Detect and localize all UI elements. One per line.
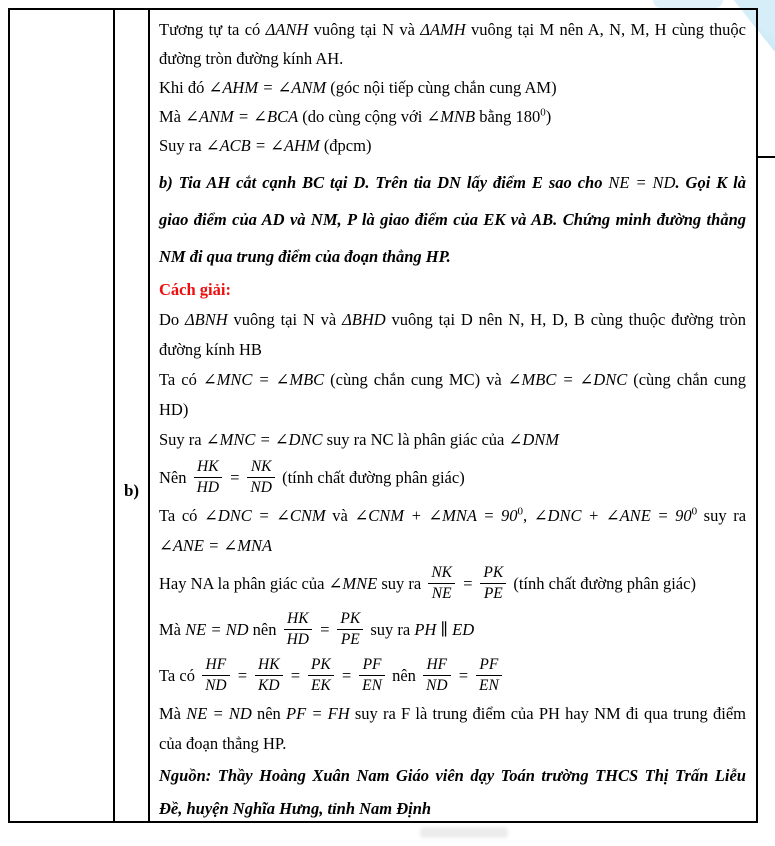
fraction-denominator: EN — [478, 676, 499, 694]
fraction-denominator: KD — [258, 676, 280, 694]
fraction — [194, 458, 222, 496]
content-row-b — [150, 160, 756, 821]
math-expression: ∠CNM + ∠MNA = 90 — [354, 506, 518, 525]
text-line — [159, 455, 746, 501]
math-expression: = — [336, 666, 357, 685]
left-empty-cell — [10, 10, 115, 821]
text-run: vuông tại N và — [308, 20, 421, 39]
text-run: nên — [387, 666, 421, 685]
fraction-denominator: EK — [310, 676, 331, 694]
content-row-a — [150, 10, 756, 160]
fraction-numerator: HK — [255, 656, 283, 675]
math-expression: = — [453, 666, 473, 685]
fraction-numerator: HK — [194, 458, 222, 477]
text-run: Ta có — [159, 666, 200, 685]
label-cell-row-b — [115, 160, 150, 821]
math-expression: ∠DNC + ∠ANE = 90 — [533, 506, 692, 525]
fraction-denominator: HD — [286, 630, 309, 648]
math-expression: ∠MNC = ∠MBC — [202, 370, 325, 389]
fraction — [202, 656, 230, 694]
text-line — [159, 561, 746, 607]
math-expression: = — [314, 620, 335, 639]
text-line — [159, 275, 746, 305]
text-line — [159, 73, 746, 102]
fraction — [423, 656, 451, 694]
math-expression: ∠DNM — [508, 430, 559, 449]
text-run: Nguồn: Thầy Hoàng Xuân Nam Giáo viên dạy Toán trường THCS Thị Trấn Liễu — [159, 766, 746, 785]
text-line — [159, 164, 746, 201]
text-line — [159, 501, 746, 531]
math-expression: ΔAMH — [420, 20, 466, 39]
text-run: Ta có — [159, 370, 203, 389]
label-cell-row-a — [115, 10, 150, 160]
math-expression: = — [232, 666, 253, 685]
math-expression: ∠AHM = ∠ANM — [208, 78, 327, 97]
text-run: vuông tại N và — [227, 310, 343, 329]
fraction — [359, 656, 385, 694]
text-line — [159, 699, 746, 729]
text-run: ) — [545, 107, 552, 126]
math-expression: ΔBNH — [185, 310, 228, 329]
fraction-numerator: HK — [284, 610, 312, 629]
text-run: suy ra NC là phân giác của — [322, 430, 509, 449]
fraction — [480, 564, 506, 602]
fraction-numerator: PF — [359, 656, 385, 675]
text-run: vuông tại M nên A, N, M, H cùng thuộc — [465, 20, 746, 39]
math-expression: ∠DNC = ∠CNM — [204, 506, 326, 525]
text-line — [159, 15, 746, 44]
text-line — [159, 759, 746, 792]
text-run: Cách giải: — [159, 280, 231, 299]
text-run: vuông tại D nên N, H, D, B cùng thuộc đường tròn — [385, 310, 746, 329]
corner-watermark-small — [653, 0, 723, 8]
superscript-degree: 0 — [691, 505, 698, 518]
text-run: và — [325, 506, 355, 525]
scan-smudge — [420, 827, 508, 838]
fraction — [476, 656, 502, 694]
superscript-degree: 0 — [517, 505, 523, 518]
fraction-numerator: NK — [247, 458, 275, 477]
fraction-denominator: ND — [426, 676, 448, 694]
math-expression: ∠MNB — [426, 107, 476, 126]
text-run: Mà — [159, 704, 187, 723]
fraction-numerator: PK — [308, 656, 334, 675]
text-run: Mà — [159, 107, 186, 126]
math-expression: ∠ACB = ∠AHM — [205, 136, 320, 155]
text-run: Mà — [159, 620, 186, 639]
text-run: Khi đó — [159, 78, 209, 97]
fraction-numerator: PK — [480, 564, 506, 583]
text-run: đường kính HB — [159, 340, 262, 359]
text-run: b) Tia AH cắt cạnh BC tại D. Trên tia DN lấy điểm E sao cho — [159, 173, 609, 192]
text-run: NM đi qua trung điểm của đoạn thẳng HP. — [159, 247, 451, 266]
text-line — [159, 44, 746, 73]
text-line — [159, 792, 746, 821]
fraction — [255, 656, 283, 694]
fraction-numerator: HF — [202, 656, 230, 675]
part-b-label: b) — [123, 480, 140, 500]
math-expression: ∠MNC = ∠DNC — [205, 430, 323, 449]
math-expression: PF = FH — [285, 704, 350, 723]
text-run: . Gọi K là — [675, 173, 747, 192]
text-line — [159, 305, 746, 335]
text-run: (cùng chắn cung — [627, 370, 746, 389]
text-run: Suy ra — [159, 136, 206, 155]
text-line — [159, 102, 746, 131]
fraction-denominator: PE — [340, 630, 360, 648]
text-run: Nên — [159, 468, 191, 487]
text-run: Hay NA la phân giác của — [159, 574, 329, 593]
fraction — [247, 458, 275, 496]
fraction — [284, 610, 312, 648]
text-line — [159, 729, 746, 759]
fraction-numerator: NK — [428, 564, 455, 583]
math-expression: ΔBHD — [342, 310, 386, 329]
text-run: (do cùng cộng với — [298, 107, 427, 126]
text-line — [159, 201, 746, 238]
fraction-numerator: PK — [337, 610, 363, 629]
text-run: Đề, huyện Nghĩa Hưng, tỉnh Nam Định — [159, 799, 432, 818]
text-run: , — [523, 506, 534, 525]
math-expression: = — [285, 666, 305, 685]
math-expression: NE = ND — [185, 620, 249, 639]
math-expression: ΔANH — [265, 20, 309, 39]
math-expression: ∠ANE = ∠MNA — [159, 536, 273, 555]
text-run: Suy ra — [159, 430, 206, 449]
text-run: suy ra — [697, 506, 747, 525]
fraction-denominator: ND — [205, 676, 227, 694]
text-line — [159, 131, 746, 160]
fraction-denominator: HD — [196, 478, 220, 496]
text-line — [159, 607, 746, 653]
text-run: suy ra F là trung điểm của PH hay NM đi qua trung điểm — [349, 704, 746, 723]
text-run: của đoạn thẳng HP. — [159, 734, 287, 753]
fraction — [428, 564, 455, 602]
text-run: (cùng chắn cung MC) và — [324, 370, 508, 389]
fraction-numerator: PF — [476, 656, 502, 675]
row-divider-stub — [756, 156, 775, 158]
text-run: nên — [251, 704, 286, 723]
text-run: (tính chất đường phân giác) — [509, 574, 696, 593]
math-expression: = — [225, 468, 245, 487]
text-line — [159, 653, 746, 699]
text-line — [159, 531, 746, 561]
text-line — [159, 335, 746, 365]
text-run: bằng 180 — [475, 107, 541, 126]
math-expression: PH ∥ ED — [414, 620, 475, 639]
solution-table — [8, 8, 758, 823]
text-run: suy ra — [366, 620, 415, 639]
text-run: Do — [159, 310, 185, 329]
text-run: đường tròn đường kính AH. — [159, 49, 344, 68]
text-line — [159, 365, 746, 395]
text-line — [159, 425, 746, 455]
text-run: (đpcm) — [319, 136, 372, 155]
text-line — [159, 395, 746, 425]
text-run: Ta có — [159, 506, 205, 525]
fraction — [308, 656, 334, 694]
superscript-degree: 0 — [540, 106, 546, 119]
fraction-denominator: PE — [483, 584, 503, 602]
fraction-denominator: ND — [250, 478, 272, 496]
text-run: Tương tự ta có — [159, 20, 266, 39]
math-expression: ∠MNE — [328, 574, 378, 593]
fraction-numerator: HF — [423, 656, 451, 675]
text-run: giao điểm của AD và NM, P là giao điểm của EK và AB. Chứng minh đường thẳng — [159, 210, 746, 229]
text-run: HD) — [159, 400, 189, 419]
text-run: nên — [248, 620, 281, 639]
text-run: suy ra — [377, 574, 426, 593]
fraction-denominator: EN — [362, 676, 382, 694]
text-run: (tính chất đường phân giác) — [277, 468, 465, 487]
math-expression: ∠MBC = ∠DNC — [507, 370, 628, 389]
math-expression: NE = ND — [186, 704, 252, 723]
math-expression: = — [458, 574, 478, 593]
fraction-denominator: NE — [431, 584, 452, 602]
text-line — [159, 238, 746, 275]
fraction — [337, 610, 363, 648]
math-expression: NE = ND — [608, 173, 676, 192]
math-expression: ∠ANM = ∠BCA — [185, 107, 299, 126]
text-run: (góc nội tiếp cùng chắn cung AM) — [326, 78, 557, 97]
